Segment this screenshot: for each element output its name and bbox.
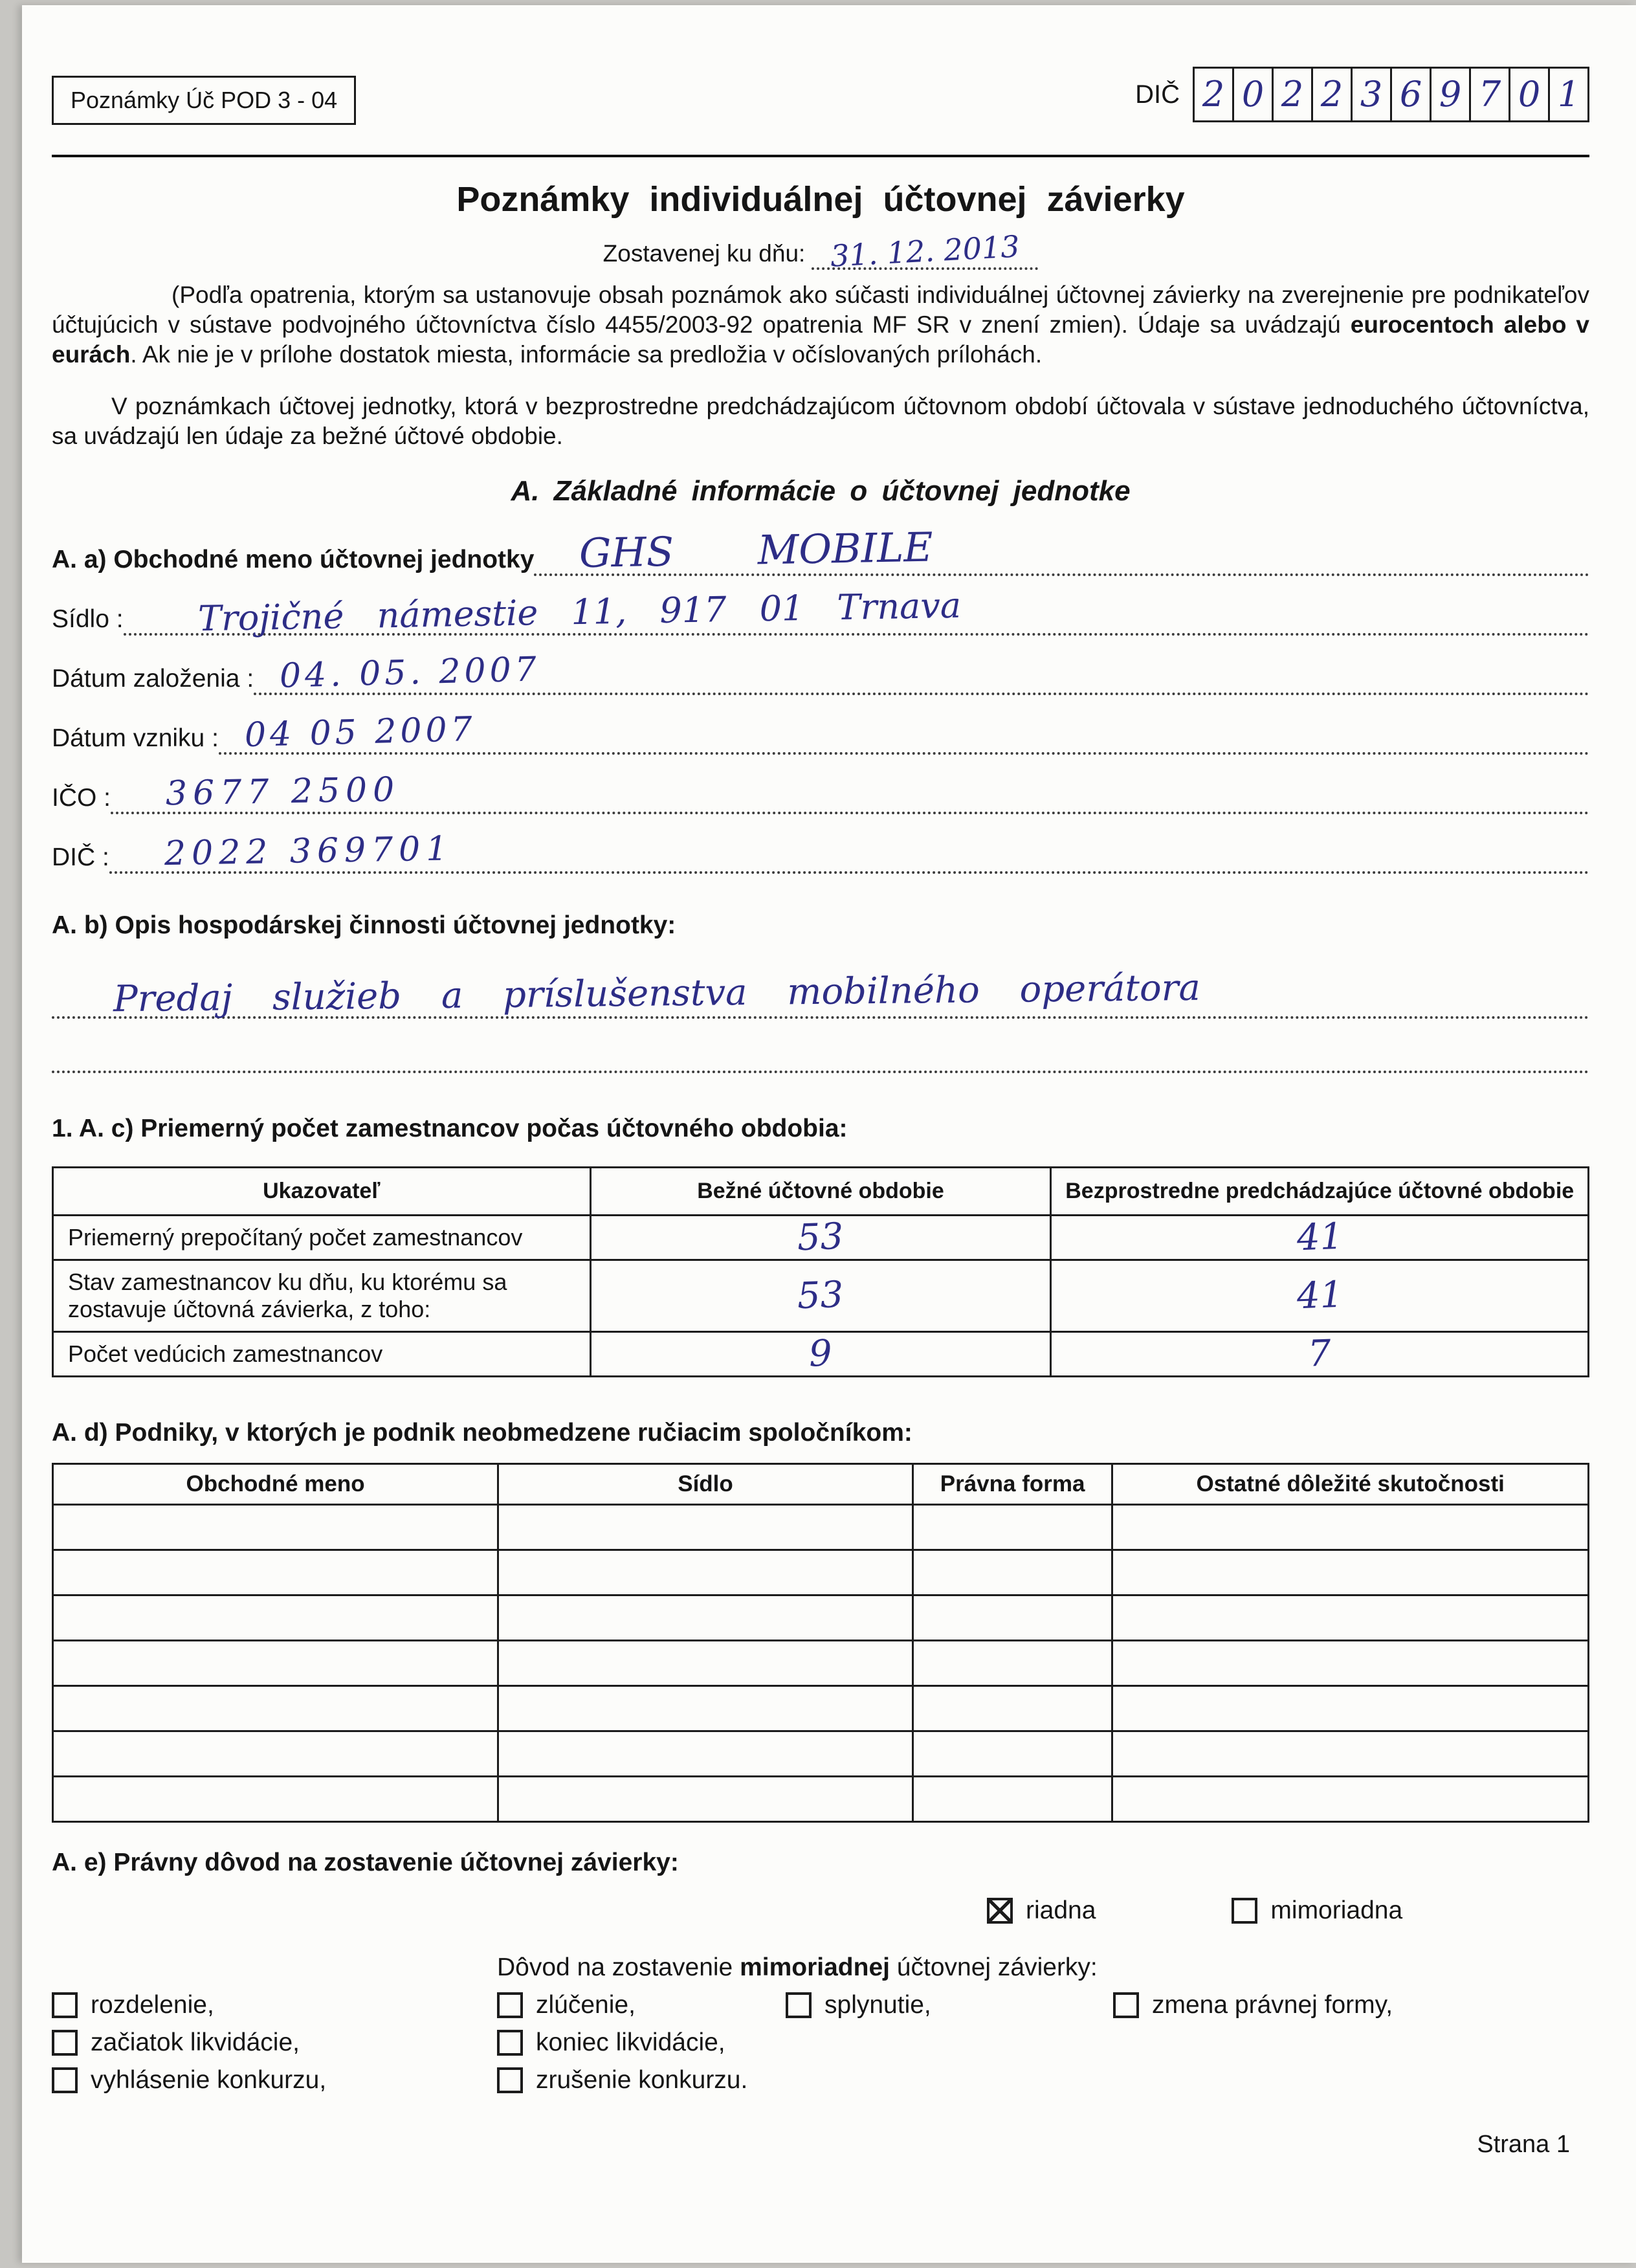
mimoriadna-reasons [52, 1953, 1589, 2095]
table-row [53, 1216, 1589, 1260]
intro-paragraph-1 [52, 280, 1589, 370]
checkbox-vyhlasenie-konkurzu [52, 2066, 497, 2095]
field-datum-zalozenia-value: 04. 05. 2007 [279, 650, 541, 696]
checkbox-rozdelenie-icon [52, 1992, 78, 2018]
activity-dotted-line [52, 967, 1589, 1021]
row-current-value: 9 [808, 1332, 833, 1375]
table-row [53, 1260, 1589, 1332]
legal-reason-options [52, 1896, 1589, 1925]
mimoriadna-title-bold: mimoriadnej [740, 1953, 890, 1982]
date-handwritten-value: 31. 12. 2013 [829, 228, 1021, 274]
checkbox-riadna [987, 1896, 1096, 1925]
checkbox-zlucenie-label: zlúčenie, [536, 1991, 636, 2019]
section-ad-heading: A. d) Podniky, v ktorých je podnik neobmedzene ručiacim spoločníkom: [52, 1419, 912, 1447]
companies-table-header-row [53, 1464, 1589, 1505]
checkbox-zaciatok-likvidacie-icon [52, 2030, 78, 2056]
checkbox-zrusenie-konkurzu [497, 2066, 786, 2095]
employees-table-header-row [53, 1168, 1589, 1216]
checkbox-splynutie [786, 1991, 1113, 2019]
checkbox-mimoriadna [1232, 1896, 1402, 1925]
table-row [53, 1550, 1589, 1595]
table-row [53, 1686, 1589, 1731]
checkbox-rozdelenie-label: rozdelenie, [91, 1991, 214, 2019]
dic-digit-cell: 1 [1548, 67, 1589, 122]
activity-handwritten-value: Predaj služieb a príslušenstva mobilného operátora [113, 967, 1201, 1021]
checkbox-zmena-pravnej-formy-label: zmena právnej formy, [1152, 1991, 1393, 2019]
checkbox-splynutie-label: splynutie, [824, 1991, 931, 2019]
checkbox-zmena-pravnej-formy-icon [1113, 1992, 1139, 2018]
dic-digit-cell: 6 [1390, 67, 1432, 122]
dic-digit-cell: 3 [1351, 67, 1392, 122]
activity-dotted-line-empty [52, 1054, 1589, 1073]
field-ico-label: IČO : [52, 784, 111, 812]
companies-col-obchodne-meno: Obchodné meno [53, 1464, 498, 1505]
section-ae-heading: A. e) Právny dôvod na zostavenie účtovnej závierky: [52, 1849, 679, 1877]
table-row [53, 1641, 1589, 1686]
field-ico-value: 3677 2500 [165, 770, 401, 814]
form-code: Poznámky Úč POD 3 - 04 [52, 76, 356, 125]
intro-paragraph-1-bold: eurocentoch alebo v eurách [52, 311, 1589, 368]
form-header [52, 67, 1589, 125]
mimoriadna-title-tail: účtovnej závierky: [889, 1953, 1098, 1982]
field-ico-line [111, 770, 1589, 814]
row-previous-value: 7 [1307, 1332, 1332, 1375]
header-divider [52, 155, 1589, 157]
field-business-name-value: GHS MOBILE [579, 524, 934, 577]
checkbox-zrusenie-konkurzu-icon [497, 2067, 523, 2093]
checkbox-vyhlasenie-konkurzu-label: vyhlásenie konkurzu, [91, 2066, 327, 2095]
checkbox-zmena-pravnej-formy [1113, 1991, 1589, 2019]
checkbox-mimoriadna-label: mimoriadna [1270, 1896, 1403, 1925]
checkbox-rozdelenie [52, 1991, 497, 2019]
page-number: Strana 1 [1477, 2131, 1570, 2159]
employees-col-ukazovatel: Ukazovateľ [53, 1168, 591, 1216]
checkbox-zlucenie-icon [497, 1992, 523, 2018]
field-datum-vzniku [52, 710, 1589, 755]
table-row [53, 1505, 1589, 1550]
checkbox-splynutie-icon [786, 1992, 812, 2018]
checkbox-koniec-likvidacie-icon [497, 2030, 523, 2056]
checkbox-riadna-icon [987, 1898, 1013, 1924]
table-row [53, 1595, 1589, 1641]
row-label: Stav zamestnancov ku dňu, ku ktorému sa zostavuje účtovná závierka, z toho: [53, 1260, 591, 1332]
section-ac-heading: 1. A. c) Priemerný počet zamestnancov počas účtovného obdobia: [52, 1115, 848, 1143]
field-datum-zalozenia-line [254, 650, 1589, 696]
field-business-name-line [534, 524, 1589, 577]
dic-digit-cell: 9 [1430, 67, 1471, 122]
field-sidlo-label: Sídlo : [52, 605, 124, 634]
intro-paragraph-2: V poznámkach účtovej jednotky, ktorá v bezprostredne predchádzajúcom účtovnom období účtovala v sústave jednoduchého účtovníctva, sa uvádzajú len údaje za bežné účtové obdobie. [52, 392, 1589, 449]
field-datum-vzniku-value: 04 05 2007 [244, 710, 477, 755]
checkbox-riadna-label: riadna [1026, 1896, 1096, 1925]
section-ab-heading: A. b) Opis hospodárskej činnosti účtovnej jednotky: [52, 911, 676, 940]
field-dic-label: DIČ : [52, 843, 109, 872]
field-sidlo-value: Trojičné námestie 11, 917 01 Trnava [197, 585, 962, 639]
table-row [53, 1731, 1589, 1777]
row-label: Počet vedúcich zamestnancov [53, 1332, 591, 1377]
row-label: Priemerný prepočítaný počet zamestnancov [53, 1216, 591, 1260]
employees-col-previous: Bezprostredne predchádzajúce účtovné obdobie [1051, 1168, 1589, 1216]
page-title: Poznámky individuálnej účtovnej závierky [456, 180, 1185, 219]
dic-digit-cell: 0 [1232, 67, 1274, 122]
mimoriadna-title-text: Dôvod na zostavenie [497, 1953, 740, 1982]
field-datum-zalozenia [52, 650, 1589, 696]
checkbox-koniec-likvidacie [497, 2029, 786, 2057]
date-dotted-line [812, 228, 1038, 274]
field-ico [52, 770, 1589, 814]
date-field [52, 228, 1589, 274]
checkbox-zaciatok-likvidacie [52, 2029, 497, 2057]
dic-label: DIČ [1135, 80, 1180, 109]
dic-digit-cell: 2 [1193, 67, 1234, 122]
field-dic-value: 2022 369701 [164, 829, 454, 874]
checkbox-mimoriadna-icon [1232, 1898, 1257, 1924]
companies-col-sidlo: Sídlo [498, 1464, 913, 1505]
employees-table [52, 1166, 1589, 1377]
row-previous-value: 41 [1296, 1216, 1343, 1260]
checkbox-koniec-likvidacie-label: koniec likvidácie, [536, 2029, 725, 2057]
dic-digit-cell: 2 [1311, 67, 1353, 122]
row-previous-value: 41 [1296, 1274, 1343, 1318]
intro-paragraph-1-text: (Podľa opatrenia, ktorým sa ustanovuje obsah poznámok ako súčasti individuálnej účtovnej závierky na zverejnenie pre podnikateľov účtujúcich v sústave podvojného účtovníctva číslo 4455/2003-92 opatrenia MF SR v znení zmien). Údaje sa uvádzajú [52, 282, 1589, 338]
mimoriadna-reasons-title [497, 1953, 1589, 1982]
companies-col-pravna-forma: Právna forma [912, 1464, 1112, 1505]
field-datum-zalozenia-label: Dátum založenia : [52, 665, 254, 693]
field-sidlo [52, 585, 1589, 639]
companies-col-ostatne: Ostatné dôležité skutočnosti [1112, 1464, 1589, 1505]
checkbox-zrusenie-konkurzu-label: zrušenie konkurzu. [536, 2066, 748, 2095]
field-dic [52, 829, 1589, 874]
checkbox-vyhlasenie-konkurzu-icon [52, 2067, 78, 2093]
dic-digit-cell: 0 [1509, 67, 1550, 122]
section-a-heading: A. Základné informácie o účtovnej jednotke [511, 475, 1131, 507]
field-dic-line [109, 829, 1589, 874]
table-row [53, 1777, 1589, 1822]
dic-digit-boxes [1193, 67, 1589, 122]
dic-digit-cell: 2 [1272, 67, 1313, 122]
checkbox-zlucenie [497, 1991, 786, 2019]
field-datum-vzniku-line [219, 710, 1589, 755]
table-row [53, 1332, 1589, 1377]
intro-paragraph-1-tail: . Ak nie je v prílohe dostatok miesta, informácie sa predložia v očíslovaných prílohách. [130, 340, 1043, 368]
date-label: Zostavenej ku dňu: [602, 240, 806, 267]
field-business-name-label: A. a) Obchodné meno účtovnej jednotky [52, 546, 535, 574]
field-datum-vzniku-label: Dátum vzniku : [52, 724, 219, 753]
row-current-value: 53 [797, 1274, 845, 1318]
scanned-form-page [22, 5, 1636, 2263]
row-current-value: 53 [797, 1216, 845, 1260]
field-business-name [52, 524, 1589, 577]
field-sidlo-line [124, 585, 1589, 639]
companies-table [52, 1463, 1589, 1823]
employees-col-current: Bežné účtovné obdobie [590, 1168, 1051, 1216]
dic-field [1135, 67, 1589, 122]
checkbox-zaciatok-likvidacie-label: začiatok likvidácie, [91, 2029, 300, 2057]
dic-digit-cell: 7 [1469, 67, 1510, 122]
